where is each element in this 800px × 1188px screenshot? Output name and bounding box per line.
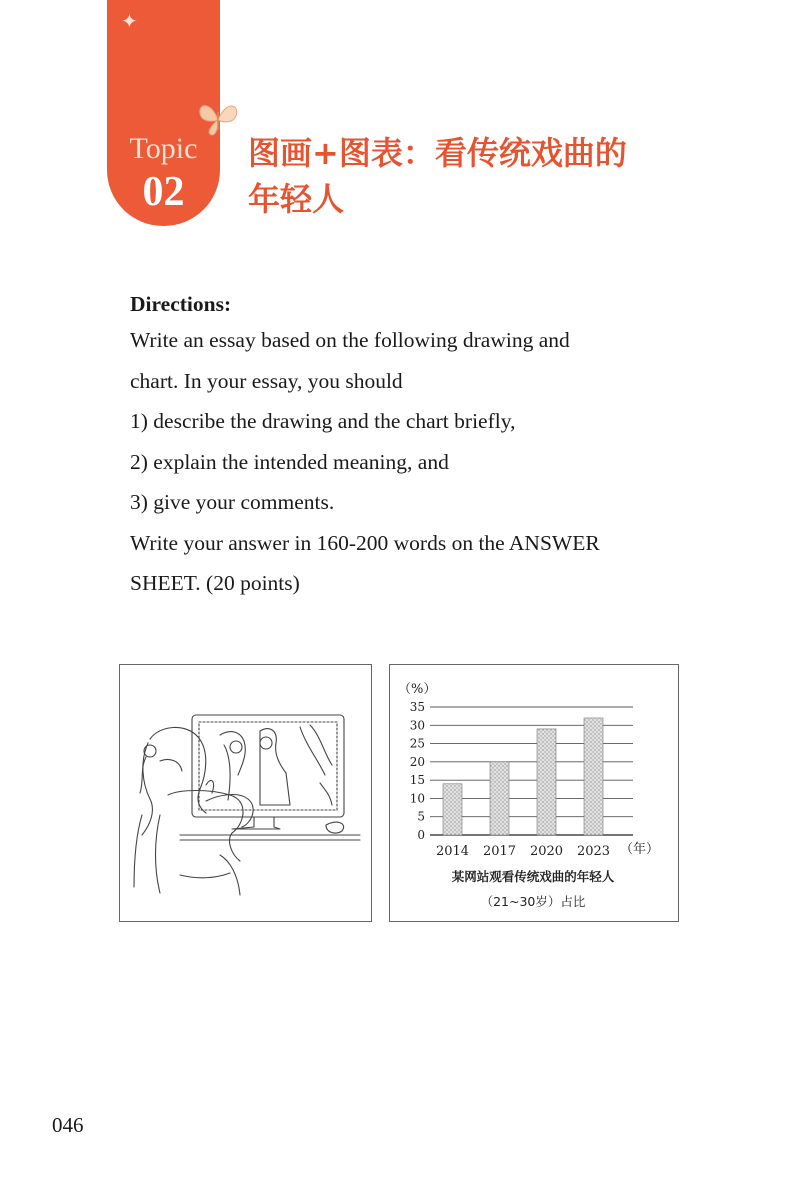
bar-2014 (443, 784, 462, 835)
girl-watching-opera-illustration (120, 665, 370, 920)
directions-line-7: SHEET. (20 points) (130, 571, 300, 595)
page-number: 046 (52, 1113, 84, 1137)
title-line-1: 图画+图表：看传统戏曲的 (248, 134, 627, 172)
sparkle-icon: ✦ (121, 11, 138, 33)
directions-line-1: Write an essay based on the following drawing and (130, 328, 570, 352)
title-line-2: 年轻人 (248, 180, 345, 218)
directions-section (130, 288, 690, 604)
bar-2017 (490, 762, 509, 835)
topic-number: 02 (142, 169, 185, 215)
directions-line-6: Write your answer in 160-200 words on the ANSWER (130, 530, 600, 555)
directions-line-4: 2) explain the intended meaning, and (130, 449, 449, 474)
butterfly-icon (196, 98, 240, 138)
x-axis-unit: （年） (620, 842, 660, 857)
y-axis-unit: （%） (398, 682, 437, 697)
y-tick-label: 30 (409, 718, 425, 733)
y-tick-label: 25 (409, 736, 425, 751)
chart-title-line-1: 某网站观看传统戏曲的年轻人 (451, 869, 615, 884)
topic-label: Topic (129, 132, 198, 165)
bar-chart (390, 665, 677, 920)
x-tick-label: 2014 (435, 844, 470, 859)
bar-2023 (584, 718, 603, 835)
drawing-panel (119, 664, 372, 922)
y-tick-label: 5 (417, 809, 425, 824)
y-tick-label: 0 (417, 828, 425, 842)
chart-panel (389, 664, 679, 922)
y-tick-label: 10 (409, 791, 425, 806)
y-tick-label: 20 (409, 754, 425, 769)
directions-heading: Directions: (130, 292, 232, 316)
directions-line-2: chart. In your essay, you should (130, 368, 403, 393)
x-tick-label: 2020 (529, 844, 564, 859)
bar-2020 (537, 729, 556, 835)
page-title (248, 130, 668, 222)
chart-title-line-2: （21~30岁）占比 (480, 894, 586, 909)
y-tick-label: 15 (409, 773, 425, 788)
x-tick-label: 2023 (576, 844, 611, 859)
y-tick-label: 35 (409, 700, 425, 714)
directions-line-5: 3) give your comments. (130, 490, 335, 514)
x-tick-label: 2017 (482, 844, 517, 859)
directions-line-3: 1) describe the drawing and the chart briefly, (130, 409, 516, 433)
